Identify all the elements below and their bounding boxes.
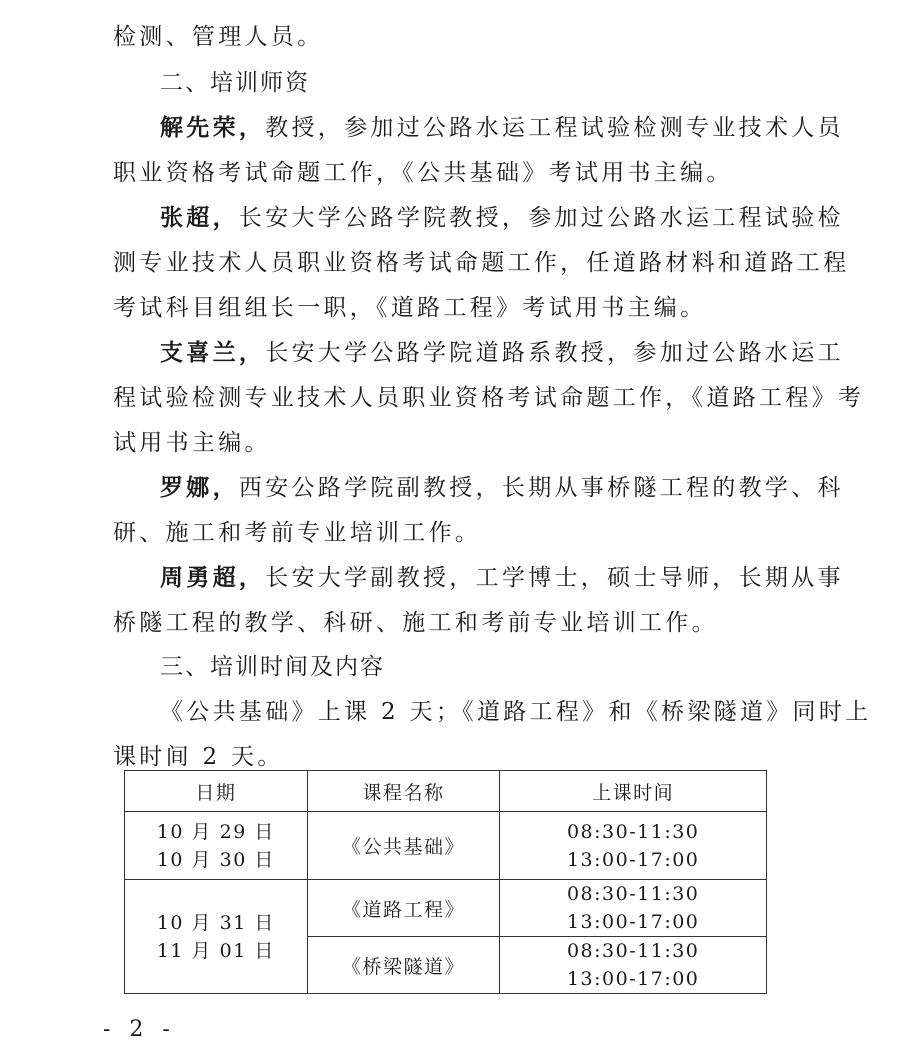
paragraph-line (160, 563, 844, 593)
paragraph-line (160, 473, 844, 503)
text-line: 检测、管理人员。 (113, 24, 324, 50)
paragraph-line: 测专业技术人员职业资格考试命题工作，任道路材料和道路工程 (113, 250, 850, 276)
instructor-name: 张超， (160, 205, 239, 231)
paragraph-line: 《公共基础》上课 2 天；《道路工程》和《桥梁隧道》同时上 (160, 699, 872, 725)
date-text: 10 月 31 日 (156, 911, 275, 934)
page-number: - 2 - (103, 1017, 176, 1042)
paragraph-line: 试用书主编。 (113, 430, 271, 456)
table-row (125, 880, 767, 937)
instructor-desc: 长安大学公路学院教授，参加过公路水运工程试验检 (238, 205, 844, 231)
date-cell (125, 880, 308, 994)
time-text: 13:00-17:00 (566, 911, 700, 933)
course-cell: 《公共基础》 (307, 812, 500, 880)
time-cell (500, 880, 767, 937)
time-text: 13:00-17:00 (566, 848, 700, 871)
header-date: 日期 (125, 771, 308, 812)
paragraph-line: 研、施工和考前专业培训工作。 (113, 520, 482, 546)
time-cell (500, 937, 767, 994)
date-text: 11 月 01 日 (156, 939, 275, 962)
instructor-desc: 教授，参加过公路水运工程试验检测专业技术人员 (265, 115, 844, 141)
schedule-table (124, 770, 767, 994)
time-text: 08:30-11:30 (566, 883, 700, 905)
date-cell (125, 812, 308, 880)
time-text: 08:30-11:30 (566, 940, 700, 962)
paragraph-line: 程试验检测专业技术人员职业资格考试命题工作，《道路工程》考 (113, 385, 865, 411)
instructor-desc: 长安大学公路学院道路系教授，参加过公路水运工 (265, 340, 844, 366)
instructor-desc: 西安公路学院副教授，长期从事桥隧工程的教学、科 (238, 475, 844, 501)
date-text: 10 月 29 日 (156, 820, 275, 843)
section-heading-schedule: 三、培训时间及内容 (160, 654, 385, 680)
instructor-name: 解先荣， (160, 115, 266, 141)
paragraph-line: 考试科目组组长一职，《道路工程》考试用书主编。 (113, 295, 707, 321)
paragraph-line (160, 338, 844, 368)
paragraph-line (160, 203, 844, 233)
table-header-row (125, 771, 767, 812)
time-cell (500, 812, 767, 880)
instructor-desc: 长安大学副教授，工学博士，硕士导师，长期从事 (265, 565, 844, 591)
section-heading-faculty: 二、培训师资 (160, 70, 310, 96)
course-cell: 《桥梁隧道》 (307, 937, 500, 994)
paragraph-line: 桥隧工程的教学、科研、施工和考前专业培训工作。 (113, 610, 718, 636)
paragraph-line: 职业资格考试命题工作，《公共基础》考试用书主编。 (113, 160, 733, 186)
instructor-name: 周勇超， (160, 565, 266, 591)
date-text: 10 月 30 日 (156, 848, 275, 871)
header-time: 上课时间 (500, 771, 767, 812)
paragraph-line: 课时间 2 天。 (113, 744, 284, 770)
instructor-name: 支喜兰， (160, 340, 266, 366)
header-course: 课程名称 (307, 771, 500, 812)
table-row (125, 812, 767, 880)
time-text: 13:00-17:00 (566, 968, 700, 990)
time-text: 08:30-11:30 (566, 820, 700, 843)
course-cell: 《道路工程》 (307, 880, 500, 937)
paragraph-line (160, 113, 844, 143)
instructor-name: 罗娜， (160, 475, 239, 501)
